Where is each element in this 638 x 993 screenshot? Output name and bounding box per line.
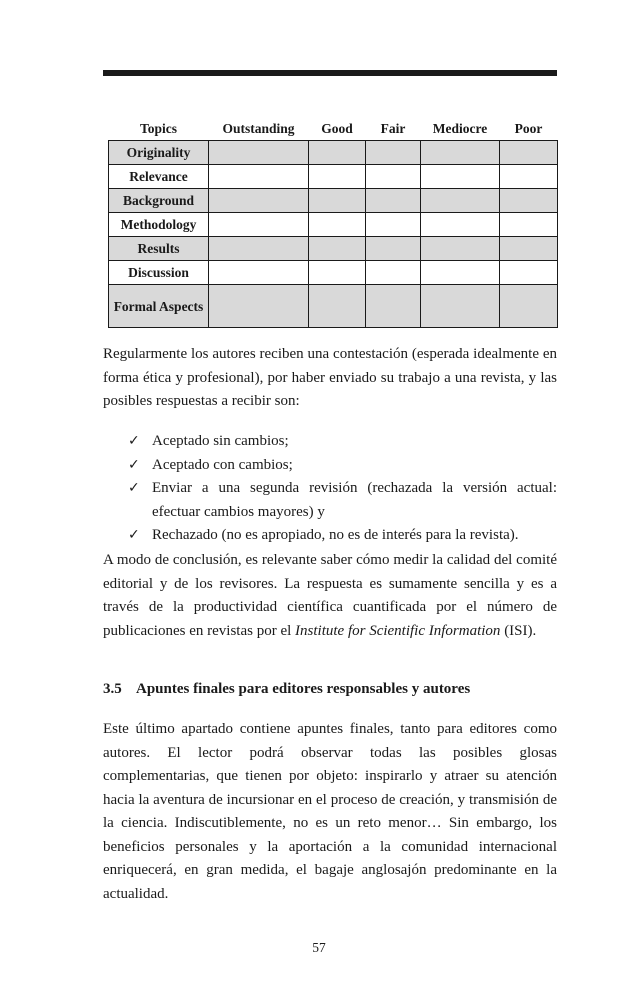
rating-cell xyxy=(500,261,558,285)
header-fair: Fair xyxy=(380,121,406,136)
rating-cell xyxy=(500,141,558,165)
rating-cell xyxy=(421,237,500,261)
rating-cell xyxy=(500,189,558,213)
topic-formal-aspects: Formal Aspects xyxy=(109,285,209,328)
table-row xyxy=(109,165,558,189)
section-title: Apuntes finales para editores responsables y autores xyxy=(136,681,471,697)
topic-originality: Originality xyxy=(109,141,209,165)
rating-cell xyxy=(309,165,366,189)
rating-cell xyxy=(366,165,421,189)
list-item-text: Rechazado (no es apropiado, no es de interés para la revista). xyxy=(152,527,519,543)
table-row xyxy=(109,189,558,213)
rating-cell xyxy=(209,261,309,285)
rating-cell xyxy=(421,213,500,237)
rating-cell xyxy=(366,237,421,261)
checkmark-icon: ✓ xyxy=(128,456,140,473)
topic-background: Background xyxy=(109,189,209,213)
checkmark-icon: ✓ xyxy=(128,480,140,496)
conclusion-text-end: (ISI). xyxy=(500,622,537,639)
page-number: 57 xyxy=(312,940,326,955)
header-poor: Poor xyxy=(514,121,543,136)
rating-cell xyxy=(366,261,421,285)
checkmark-icon: ✓ xyxy=(128,527,140,543)
rating-cell xyxy=(500,213,558,237)
rating-cell xyxy=(366,213,421,237)
topic-results: Results xyxy=(109,237,209,261)
rating-cell xyxy=(421,165,500,189)
list-item-text: Aceptado con cambios; xyxy=(152,456,293,473)
rating-cell xyxy=(309,261,366,285)
rating-cell xyxy=(209,237,309,261)
rating-cell xyxy=(209,189,309,213)
top-rule xyxy=(103,70,557,76)
rating-cell xyxy=(209,213,309,237)
rating-cell xyxy=(309,237,366,261)
table-row xyxy=(109,237,558,261)
rating-cell xyxy=(309,141,366,165)
checkmark-icon: ✓ xyxy=(128,433,140,449)
rating-cell xyxy=(309,213,366,237)
header-good: Good xyxy=(321,121,353,136)
list-item xyxy=(128,430,557,454)
rating-cell xyxy=(366,189,421,213)
list-item xyxy=(128,524,557,548)
table-row xyxy=(109,141,558,165)
section-number: 3.5 xyxy=(103,681,122,697)
topic-methodology: Methodology xyxy=(109,213,209,237)
rating-cell xyxy=(500,237,558,261)
table-row xyxy=(109,285,558,328)
topic-discussion: Discussion xyxy=(109,261,209,285)
rating-cell xyxy=(209,141,309,165)
rating-cell xyxy=(309,285,366,328)
list-item xyxy=(128,477,557,524)
conclusion-paragraph xyxy=(103,549,557,643)
header-topics: Topics xyxy=(139,121,178,136)
list-item-text: Aceptado sin cambios; xyxy=(152,433,289,449)
rating-cell xyxy=(366,141,421,165)
rating-cell xyxy=(421,261,500,285)
list-item xyxy=(128,454,557,478)
topic-relevance: Relevance xyxy=(109,165,209,189)
intro-paragraph: Regularmente los autores reciben una contestación (esperada idealmente en forma ética y profesional), por haber enviado su trabajo a una revista, y las posibles respuestas a recibir son: xyxy=(103,346,557,409)
rating-cell xyxy=(500,285,558,328)
rating-cell xyxy=(309,189,366,213)
response-checklist xyxy=(128,430,557,548)
table-header-row xyxy=(109,118,558,141)
table-row xyxy=(109,261,558,285)
final-paragraph: Este último apartado contiene apuntes finales, tanto para editores como autores. El lector podrá observar todas las posibles glosas complementarias, que tienen por objeto: inspirarlo y atraer su atención hacia la aventura de incursionar en el proceso de creación, y transmisión de la ciencia. Indiscutiblemente, no es un reto menor… Sin embargo, los beneficios personales y la aportación a la comunidad internacional enriquecerá, en gran medida, el bagaje anglosajón predominante en la actualidad. xyxy=(103,721,557,902)
isi-name: Institute for Scientific Information xyxy=(295,622,501,639)
rating-cell xyxy=(421,285,500,328)
header-mediocre: Mediocre xyxy=(432,121,488,136)
table-row xyxy=(109,213,558,237)
rating-cell xyxy=(209,165,309,189)
evaluation-table xyxy=(108,118,558,328)
rating-cell xyxy=(421,141,500,165)
list-item-text: Enviar a una segunda revisión (rechazada la versión actual: efectuar cambios mayores) y xyxy=(152,480,557,520)
conclusion-text: A modo de conclusión, es relevante saber cómo medir la calidad del comité editorial y de los revisores. La respuesta es sumamente sencilla y es a través de la productividad científica cuantificada por el número de publicaciones en revistas por el xyxy=(103,552,557,639)
rating-cell xyxy=(366,285,421,328)
section-heading xyxy=(103,678,557,700)
header-outstanding: Outstanding xyxy=(222,121,295,136)
rating-cell xyxy=(209,285,309,328)
rating-cell xyxy=(500,165,558,189)
rating-cell xyxy=(421,189,500,213)
